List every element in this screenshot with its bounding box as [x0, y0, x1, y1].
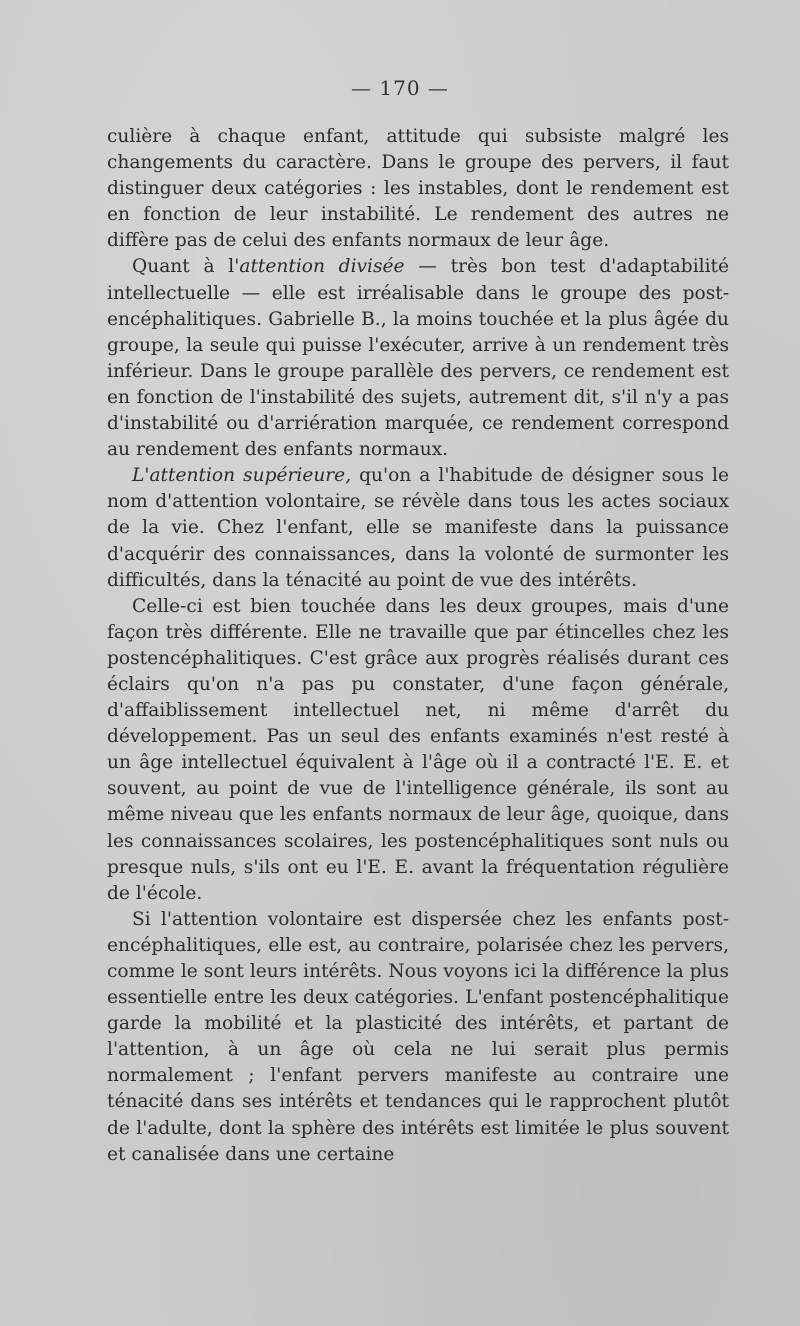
paragraph-2-emphasis: attention divisée	[239, 256, 405, 278]
body-text	[107, 124, 729, 1168]
paragraph-1	[107, 124, 729, 254]
paragraph-2-after: — très bon test d'adaptabilité intellectuelle — elle est irréalisable dans le groupe des post-encéphalitiques. Gabrielle B., la moins touchée et la plus âgée du groupe, la seule qui puisse l'exécuter, arrive à un rendement très inférieur. Dans le groupe parallèle des pervers, ce rendement est en fonction de l'instabilité des sujets, autrement dit, s'il n'y a pas d'instabilité ou d'arriération marquée, ce rendement correspond au rendement des enfants normaux.	[107, 256, 730, 461]
paragraph-3	[107, 463, 729, 593]
paragraph-1-text: culière à chaque enfant, attitude qui subsiste malgré les changements du caractère. Dans le groupe des pervers, il faut distinguer deux catégories : les instables, dont le rendement est en fonction de leur instabilité. Le rendement des autres ne diffère pas de celui des enfants normaux de leur âge.	[107, 126, 729, 252]
paragraph-5	[107, 907, 729, 1168]
page-number: — 170 —	[351, 76, 449, 100]
paragraph-3-after: qu'on a l'habitude de désigner sous le nom d'attention volontaire, se révèle dans tous les actes sociaux de la vie. Chez l'enfant, elle se manifeste dans la puissance d'acquérir des connaissances, dans la volonté de surmonter les difficultés, dans la ténacité au point de vue des intérêts.	[107, 465, 729, 591]
paragraph-2-before: Quant à l'	[132, 256, 240, 278]
paragraph-4	[107, 594, 729, 907]
paragraph-3-emphasis: L'attention supérieure,	[132, 465, 352, 487]
paragraph-2	[107, 254, 729, 463]
paragraph-5-text: Si l'attention volontaire est dispersée chez les enfants post-encéphalitiques, elle est, au contraire, polarisée chez les pervers, comme le sont leurs intérêts. Nous voyons ici la différence la plus essentielle entre les deux catégories. L'enfant postencéphalitique garde la mobilité et la plasticité des intérêts, et partant de l'attention, à un âge où cela ne lui serait plus permis normalement ; l'enfant pervers manifeste au contraire une ténacité dans ses intérêts et tendances qui le rapprochent plutôt de l'adulte, dont la sphère des intérêts est limitée le plus souvent et canalisée dans une certaine	[107, 908, 729, 1165]
paragraph-4-text: Celle-ci est bien touchée dans les deux groupes, mais d'une façon très différente. Elle ne travaille que par étincelles chez les postencéphalitiques. C'est grâce aux progrès réalisés durant ces éclairs qu'on n'a pas pu constater, d'une façon générale, d'affaiblissement intellectuel net, ni même d'arrêt du développement. Pas un seul des enfants examinés n'est resté à un âge intellectuel équivalent à l'âge où il a contracté l'E. E. et souvent, au point de vue de l'intelligence générale, ils sont au même niveau que les enfants normaux de leur âge, quoique, dans les connaissances scolaires, les postencéphalitiques sont nuls ou presque nuls, s'ils ont eu l'E. E. avant la fréquentation régulière de l'école.	[107, 595, 729, 904]
